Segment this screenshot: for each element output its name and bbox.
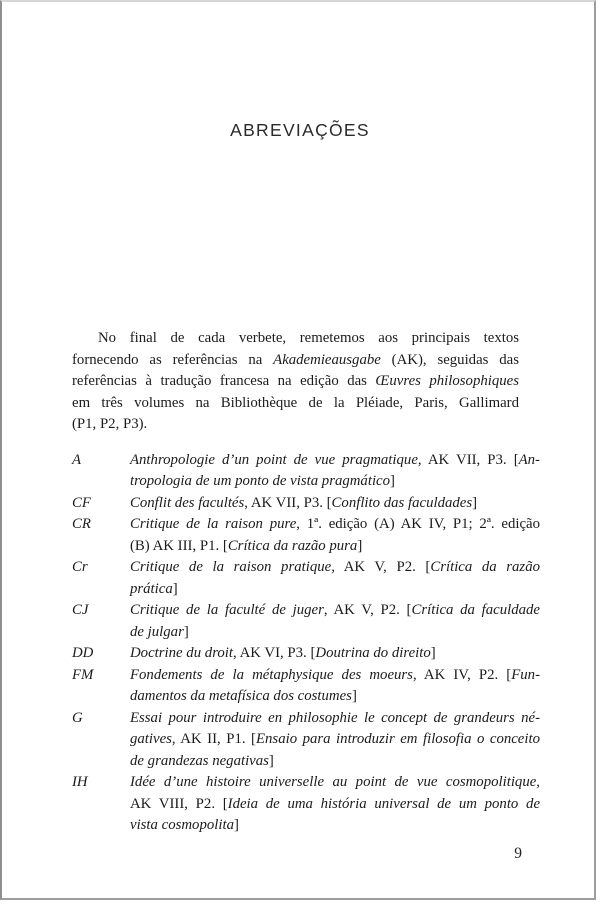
text-segment: (B) AK III, P1. [ (130, 537, 228, 554)
text-segment: , AK VI, P3. [ (233, 645, 316, 661)
entry-line (130, 557, 540, 579)
text-segment: , AK IV, P2. [ (412, 666, 512, 683)
entry-line (130, 493, 540, 515)
italic-text-segment: Anthropologie d’un point de vue pragmatique (130, 451, 418, 468)
page-number: 9 (514, 845, 522, 862)
abbreviation-label: G (72, 709, 83, 726)
italic-text-segment: Critique de la raison pratique (130, 559, 332, 575)
abbreviation-definition (130, 772, 540, 837)
italic-text-segment: Akademieausgabe (273, 351, 381, 368)
entry-line (130, 514, 540, 536)
abbreviation-list (72, 450, 540, 837)
abbreviation-label: CF (72, 494, 91, 511)
intro-paragraph (72, 328, 519, 436)
italic-text-segment: Critique de la raison pure (130, 516, 297, 532)
abbreviation-entry (72, 514, 540, 557)
abbreviation-definition (130, 493, 540, 515)
entry-line (130, 794, 540, 816)
abbreviation-label: CR (72, 516, 91, 532)
abbreviation-definition (130, 514, 540, 557)
entry-line (130, 686, 540, 708)
text-segment: (AK), seguidas das (380, 351, 519, 368)
text-segment: ] (268, 752, 274, 769)
text-segment: , AK VII, P3. [ (244, 494, 332, 511)
abbreviation-label: Cr (72, 559, 88, 575)
text-segment: ] (430, 645, 436, 661)
text-segment: referências à tradução francesa na edição das (72, 373, 376, 389)
entry-line (130, 450, 540, 472)
page-title: ABREVIAÇÕES (230, 120, 370, 140)
italic-text-segment: Essai pour introduire en philosophie le concept de grandeurs né- (130, 709, 540, 726)
abbreviation-label: DD (72, 645, 94, 661)
text-segment: AK VIII, P2. [ (130, 795, 228, 812)
entry-line (130, 772, 540, 794)
abbreviation-entry (72, 772, 540, 837)
entry-line (130, 751, 540, 773)
text-segment: , 1ª. edição (A) AK IV, P1; 2ª. edição (296, 516, 540, 532)
italic-text-segment: An- (518, 451, 540, 468)
abbreviation-label: FM (72, 666, 94, 683)
entry-line (130, 579, 540, 601)
abbreviation-entry (72, 600, 540, 643)
text-segment: fornecendo as referências na (72, 351, 274, 368)
italic-text-segment: Ideia de uma história universal de um ponto de (227, 795, 541, 812)
italic-text-segment: tropologia de um ponto de vista pragmático (130, 473, 391, 489)
abbreviation-entry (72, 643, 540, 665)
abbreviation-definition (130, 665, 540, 708)
intro-line (72, 328, 519, 350)
italic-text-segment: gatives (130, 731, 172, 747)
text-segment: , AK VII, P3. [ (417, 451, 519, 468)
abbreviation-label: IH (72, 774, 88, 790)
italic-text-segment: vista cosmopolita (130, 817, 234, 833)
italic-text-segment: Idée d’une histoire universelle au point de vue cosmopolitique, (130, 774, 540, 790)
intro-line (72, 414, 519, 436)
entry-line (130, 471, 540, 493)
text-segment: ] (390, 473, 395, 489)
entry-line (130, 729, 540, 751)
entry-line (130, 536, 540, 558)
abbreviation-definition (130, 450, 540, 493)
italic-text-segment: Doctrine du droit (130, 645, 234, 661)
italic-text-segment: Conflito das faculdades (331, 494, 473, 511)
text-segment: ] (233, 817, 239, 833)
abbreviation-entry (72, 665, 540, 708)
italic-text-segment: damentos da metafísica dos costumes (130, 688, 352, 704)
italic-text-segment: Fondements de la métaphysique des moeurs (130, 666, 413, 683)
abbreviation-entry (72, 708, 540, 773)
text-segment: ] (351, 688, 357, 704)
italic-text-segment: Crítica da faculdade (411, 602, 540, 618)
italic-text-segment: Conflit des facultés (130, 494, 245, 511)
entry-line (130, 708, 540, 730)
text-segment: em três volumes na Bibliothèque de la Pléiade, Paris, Gallimard (72, 394, 519, 411)
text-segment: , AK V, P2. [ (331, 559, 431, 575)
text-segment: ] (183, 623, 189, 640)
entry-line (130, 643, 540, 665)
abbreviation-entry (72, 493, 540, 515)
text-segment: , AK II, P1. [ (171, 731, 256, 747)
text-segment: ] (472, 494, 478, 511)
italic-text-segment: Crítica da razão pura (227, 537, 358, 554)
intro-line (72, 371, 519, 393)
abbreviation-definition (130, 600, 540, 643)
text-segment: ] (357, 537, 363, 554)
italic-text-segment: prática (130, 580, 173, 597)
intro-line (72, 350, 519, 372)
text-segment: ] (172, 580, 178, 597)
text-segment: , AK V, P2. [ (323, 602, 412, 618)
text-segment: (P1, P2, P3). (72, 416, 148, 432)
abbreviation-label: CJ (72, 602, 89, 618)
entry-line (130, 665, 540, 687)
abbreviation-entry (72, 450, 540, 493)
italic-text-segment: Critique de la faculté de juger (130, 602, 324, 618)
italic-text-segment: Œuvres philosophiques (375, 373, 519, 389)
text-segment: No final de cada verbete, remetemos aos principais textos (98, 330, 519, 346)
entry-line (130, 622, 540, 644)
entry-line (130, 600, 540, 622)
intro-line (72, 393, 519, 415)
italic-text-segment: de julgar (130, 623, 184, 640)
abbreviation-definition (130, 708, 540, 773)
entry-line (130, 815, 540, 837)
abbreviation-definition (130, 557, 540, 600)
italic-text-segment: Fun- (511, 666, 540, 683)
italic-text-segment: Doutrina do direito (315, 645, 431, 661)
abbreviation-definition (130, 643, 540, 665)
italic-text-segment: de grandezas negativas (130, 752, 269, 769)
italic-text-segment: Ensaio para introduzir em filosofia o conceito (256, 731, 540, 747)
abbreviation-label: A (72, 451, 82, 468)
abbreviation-entry (72, 557, 540, 600)
italic-text-segment: Crítica da razão (430, 559, 540, 575)
